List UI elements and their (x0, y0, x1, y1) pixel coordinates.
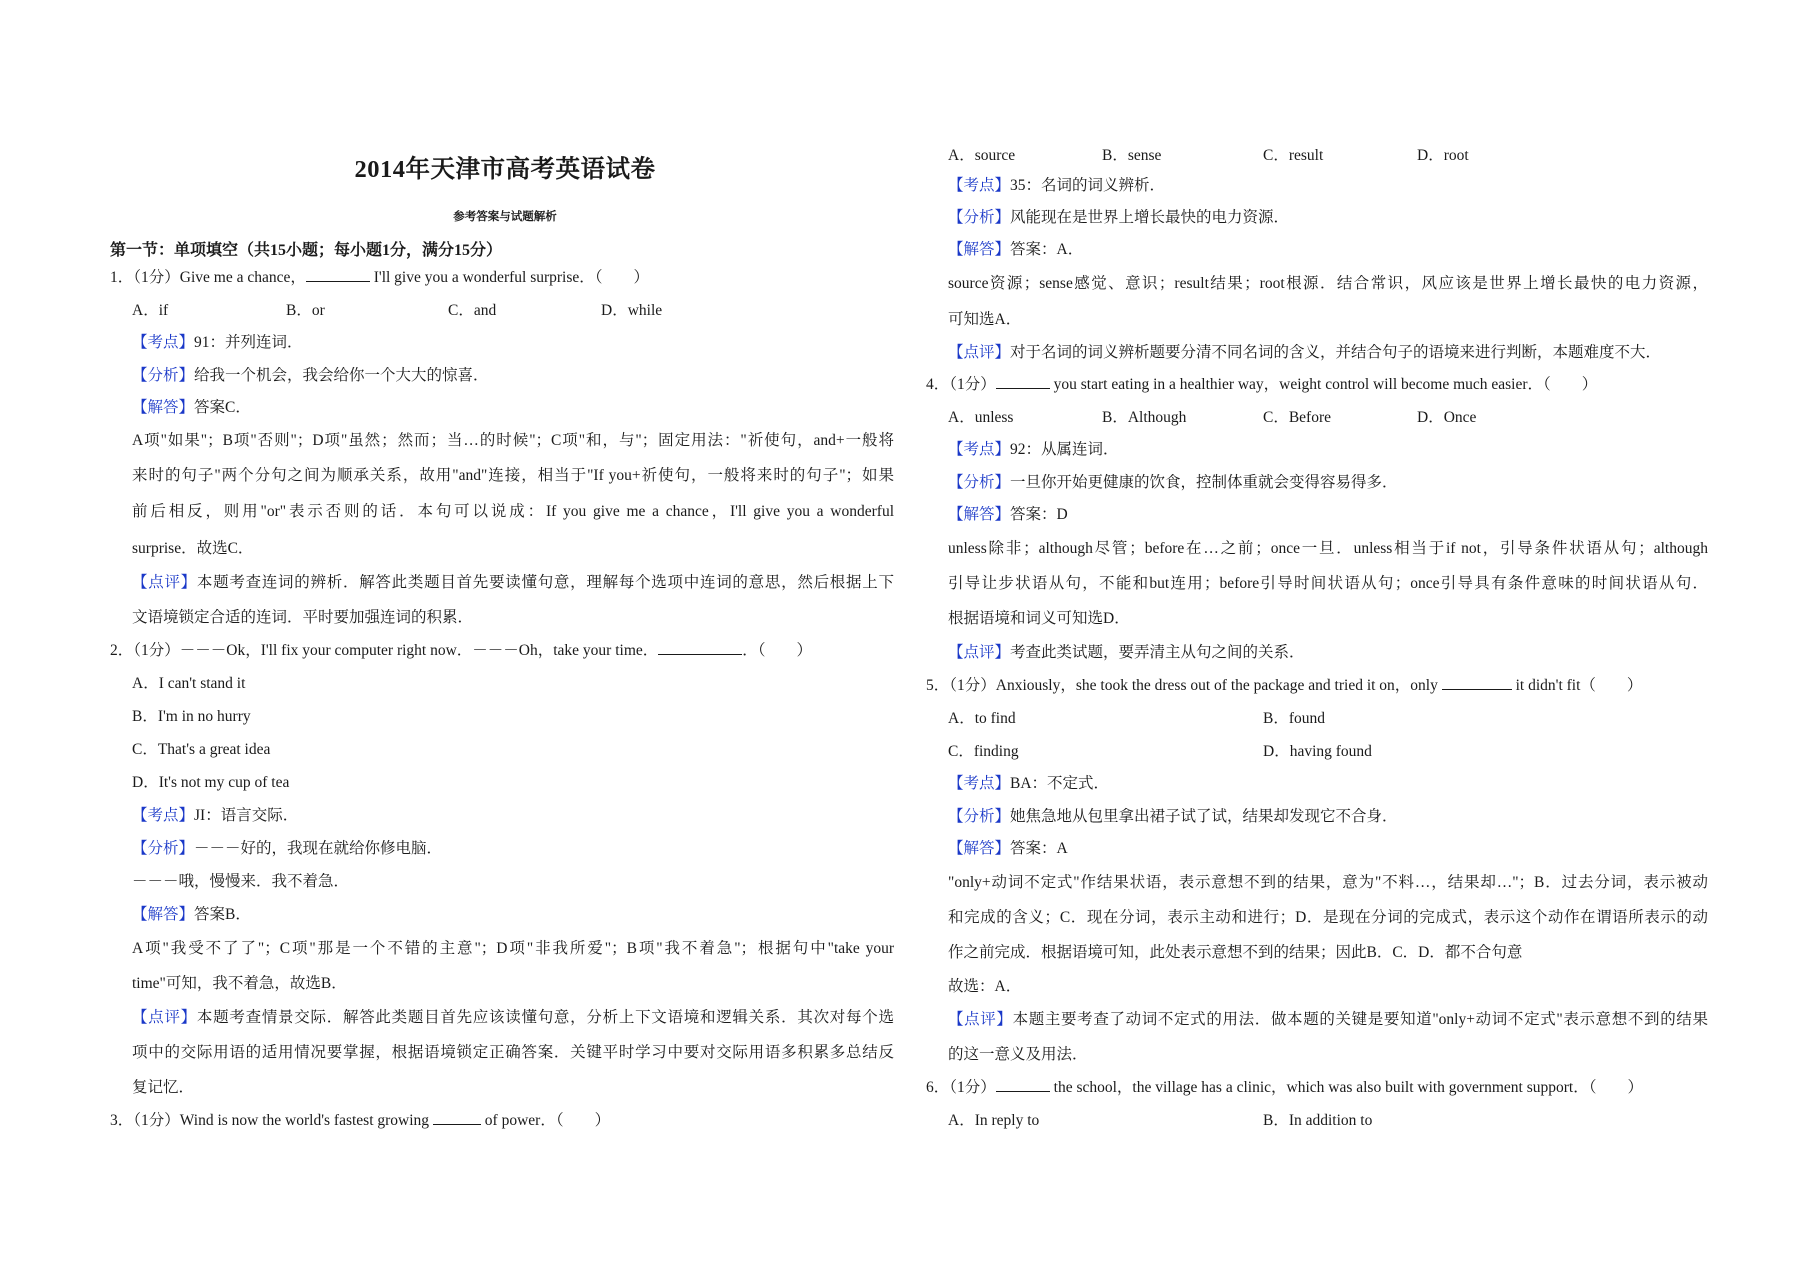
page-title: 2014年天津市高考英语试卷 (354, 156, 656, 183)
explanation-line: A项"我受不了了"；C项"那是一个不错的主意"；D项"非我所爱"；B项"我不着急"；根据句中"take your (132, 940, 894, 957)
page-subtitle: 参考答案与试题解析 (453, 211, 557, 223)
question-stem-end: the school，the village has a clinic，which was also built with government support．（ ） (1053, 1079, 1643, 1096)
question-stem-end: I'll give you a wonderful surprise．（ ） (373, 269, 650, 286)
answer-blank (996, 376, 1050, 389)
option-b: B．sense (1102, 147, 1162, 164)
dianping-tag: 【点评】 (948, 1011, 1013, 1028)
question-6-stem (926, 1078, 1643, 1098)
fenxi-line (948, 807, 1398, 827)
question-number: 5．（1分） (926, 677, 996, 694)
fenxi-text: 风能现在是世界上增长最快的电力资源． (1010, 209, 1290, 226)
kaodian-text: 35：名词的词义辨析． (1010, 177, 1166, 194)
question-5-stem (926, 676, 1642, 696)
option-d: D．having found (1263, 743, 1372, 760)
dianping-line (132, 1008, 894, 1028)
fenxi-line (132, 839, 442, 859)
dianping-line: 复记忆． (132, 1079, 195, 1096)
explanation-line: 引导让步状语从句，不能和but连用；before引导时间状语从句；once引导具有条件意味的时间状语从句． (948, 575, 1708, 592)
fenxi-text: 给我一个机会，我会给你一个大大的惊喜． (194, 367, 489, 384)
option-b: B．In addition to (1263, 1112, 1373, 1129)
option-d: D．root (1417, 147, 1469, 164)
option-a: A．unless (948, 409, 1014, 426)
explanation-line: 作之前完成．根据语境可知，此处表示意想不到的结果；因此B．C．D．都不合句意 (948, 944, 1523, 961)
jieda-text: 答案C． (194, 399, 251, 416)
question-number: 3．（1分） (110, 1112, 180, 1129)
dianping-tag: 【点评】 (948, 344, 1011, 361)
question-4-stem (926, 375, 1597, 395)
explanation-line: 来时的句子"两个分句之间为顺承关系，故用"and"连接，相当于"If you+祈使句，一般将来时的句子"；如果 (132, 467, 894, 484)
fenxi-tag: 【分析】 (132, 367, 195, 384)
fenxi-text: 一旦你开始更健康的饮食，控制体重就会变得容易得多． (1010, 474, 1398, 491)
dianping-tag: 【点评】 (132, 1009, 197, 1026)
explanation-line: surprise．故选C． (132, 540, 254, 557)
explanation-line: 前后相反，则用"or"表示否则的话．本句可以说成：If you give me a chance，I'll give you a wonderful (132, 503, 894, 520)
option-b: B．I'm in no hurry (132, 708, 251, 725)
kaodian-text: JI：语言交际． (194, 807, 299, 824)
question-stem-end: of power．（ ） (484, 1112, 611, 1129)
option-c: C．Before (1263, 409, 1332, 426)
question-2-stem (110, 641, 812, 661)
fenxi-line (948, 208, 1289, 228)
option-a: A．In reply to (948, 1112, 1040, 1129)
question-stem-start: Give me a chance， (179, 269, 306, 286)
question-number: 1．（1分） (110, 269, 180, 286)
explanation-line: time"可知，我不着急，故选B． (132, 975, 347, 992)
answer-blank (996, 1079, 1050, 1092)
explanation-line: source资源；sense感觉、意识；result结果；root根源．结合常识，风应该是世界上增长最快的电力资源， (948, 275, 1708, 292)
explanation-line: "only+动词不定式"作结果状语，表示意想不到的结果，意为"不料…，结果却…"；B．过去分词，表示被动 (948, 874, 1708, 891)
explanation-line: 可知选A． (948, 311, 1022, 328)
kaodian-tag: 【考点】 (948, 775, 1011, 792)
option-a: A．source (948, 147, 1016, 164)
kaodian-tag: 【考点】 (948, 177, 1011, 194)
kaodian-line (948, 774, 1109, 794)
kaodian-line (132, 333, 303, 353)
option-d: D．Once (1417, 409, 1477, 426)
option-d: D．It's not my cup of tea (132, 774, 290, 791)
option-c: C．and (448, 302, 497, 319)
fenxi-tag: 【分析】 (948, 808, 1011, 825)
dianping-line: 的这一意义及用法． (948, 1046, 1088, 1063)
question-number: 4．（1分） (926, 376, 996, 393)
question-1-stem (110, 268, 649, 288)
question-stem-start: Anxiously，she took the dress out of the package and tried it on，only (995, 677, 1438, 694)
fenxi-line (948, 473, 1398, 493)
dianping-text: 本题考查连词的辨析．解答此类题目首先要读懂句意，理解每个选项中连词的意思，然后根据上下 (196, 574, 894, 591)
jieda-line (132, 905, 251, 925)
explanation-line: 根据语境和词义可知选D． (948, 610, 1130, 627)
option-d: D．while (601, 302, 663, 319)
jieda-text: 答案：A． (1010, 241, 1084, 258)
explanation-line: 故选：A． (948, 978, 1022, 995)
question-stem-start: Wind is now the world's fastest growing (179, 1112, 430, 1129)
kaodian-text: BA：不定式． (1010, 775, 1110, 792)
fenxi-line (132, 366, 489, 386)
dianping-line (948, 1010, 1708, 1030)
question-stem-end: it didn't fit（ ） (1515, 677, 1643, 694)
question-number: 6．（1分） (926, 1079, 996, 1096)
fenxi-text: －－－好的，我现在就给你修电脑． (194, 840, 443, 857)
jieda-text: 答案B． (194, 906, 251, 923)
kaodian-tag: 【考点】 (948, 441, 1011, 458)
explanation-line: 和完成的含义；C．现在分词，表示主动和进行；D．是现在分词的完成式，表示这个动作在谓语所表示的动 (948, 909, 1708, 926)
option-b: B．found (1263, 710, 1326, 727)
fenxi-text: 她焦急地从包里拿出裙子试了试，结果却发现它不合身． (1010, 808, 1398, 825)
dianping-text: 对于名词的词义辨析题要分清不同名词的含义，并结合句子的语境来进行判断，本题难度不大． (1010, 344, 1662, 361)
option-c: C．That's a great idea (132, 741, 271, 758)
dianping-line (132, 573, 894, 593)
jieda-tag: 【解答】 (948, 840, 1011, 857)
jieda-tag: 【解答】 (948, 241, 1011, 258)
dianping-line (948, 643, 1305, 663)
jieda-tag: 【解答】 (132, 399, 195, 416)
jieda-line (948, 839, 1068, 859)
kaodian-text: 92：从属连词． (1010, 441, 1119, 458)
jieda-text: 答案：A (1010, 840, 1068, 857)
dianping-line: 项中的交际用语的适用情况要掌握，根据语境锁定正确答案．关键平时学习中要对交际用语多积累多总结反 (132, 1044, 894, 1061)
option-b: B．Although (1102, 409, 1187, 426)
dianping-text: 本题主要考查了动词不定式的用法．做本题的关键是要知道"only+动词不定式"表示意想不到的结果 (1012, 1011, 1708, 1028)
dianping-text: 考查此类试题，要弄清主从句之间的关系． (1010, 644, 1305, 661)
kaodian-text: 91：并列连词． (194, 334, 303, 351)
kaodian-line (948, 176, 1165, 196)
question-stem-start: －－－Ok，I'll fix your computer right now．－－－Oh，take your time． (179, 642, 659, 659)
answer-blank (658, 642, 742, 655)
jieda-tag: 【解答】 (132, 906, 195, 923)
kaodian-line (132, 806, 298, 826)
answer-blank (1442, 677, 1512, 690)
question-number: 2．（1分） (110, 642, 180, 659)
option-c: C．finding (948, 743, 1019, 760)
jieda-text: 答案：D (1010, 506, 1068, 523)
kaodian-tag: 【考点】 (132, 334, 195, 351)
kaodian-tag: 【考点】 (132, 807, 195, 824)
option-a: A．to find (948, 710, 1016, 727)
jieda-line (948, 505, 1068, 525)
dianping-text: 本题考查情景交际．解答此类题目首先应该读懂句意，分析上下文语境和逻辑关系．其次对每个选 (196, 1009, 894, 1026)
fenxi-line: －－－哦，慢慢来．我不着急． (132, 873, 350, 890)
option-a: A．I can't stand it (132, 675, 246, 692)
explanation-line: A项"如果"；B项"否则"；D项"虽然；然而；当…的时候"；C项"和，与"；固定用法："祈使句，and+一般将 (132, 432, 894, 449)
option-c: C．result (1263, 147, 1324, 164)
fenxi-tag: 【分析】 (948, 209, 1011, 226)
question-stem-end: you start eating in a healthier way，weight control will become much easier．（ ） (1053, 376, 1598, 393)
option-a: A．if (132, 302, 169, 319)
jieda-line (132, 398, 251, 418)
kaodian-line (948, 440, 1119, 460)
option-b: B．or (286, 302, 325, 319)
jieda-line (948, 240, 1083, 260)
question-3-stem (110, 1111, 610, 1131)
fenxi-tag: 【分析】 (132, 840, 195, 857)
answer-blank (306, 269, 370, 282)
dianping-line (948, 343, 1661, 363)
section-heading: 第一节：单项填空（共15小题；每小题1分，满分15分） (110, 242, 503, 259)
answer-blank (433, 1112, 481, 1125)
fenxi-tag: 【分析】 (948, 474, 1011, 491)
dianping-tag: 【点评】 (132, 574, 197, 591)
explanation-line: unless除非；although尽管；before在…之前；once一旦．unless相当于if not，引导条件状语从句；although (948, 540, 1708, 557)
dianping-line: 文语境锁定合适的连词．平时要加强连词的积累． (132, 609, 474, 626)
dianping-tag: 【点评】 (948, 644, 1011, 661)
question-stem-end: ．（ ） (742, 642, 813, 659)
jieda-tag: 【解答】 (948, 506, 1011, 523)
